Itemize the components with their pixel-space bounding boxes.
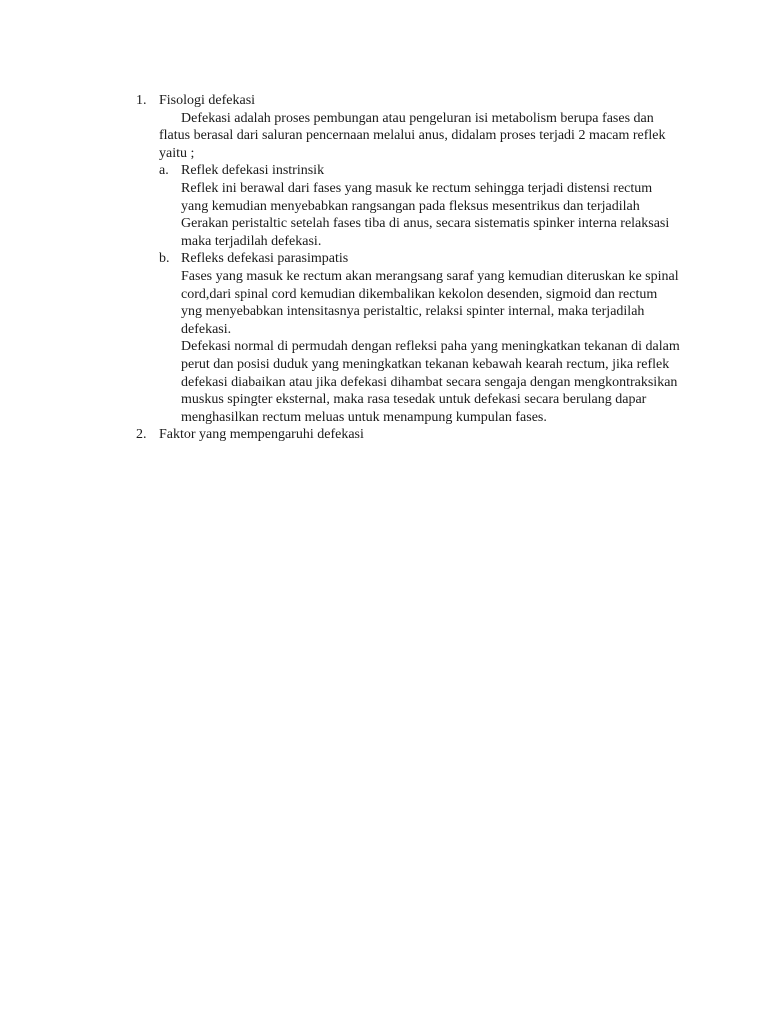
sub-paragraph: Defekasi normal di permudah dengan refleksi paha yang meningkatkan tekanan di dalam perut dan posisi duduk yang meningkatkan tekanan kebawah kearah rectum, jika reflek defekasi diabaikan atau jika defekasi dihambat secara sengaja dengan mengkontraksikan muskus spingter eksternal, maka rasa tesedak untuk defekasi secara berulang dapar menghasilkan rectum meluas untuk menampung kumpulan fases. — [181, 339, 680, 425]
sub-list-marker: a. — [159, 163, 169, 179]
sub-list-marker: b. — [159, 251, 170, 267]
list-marker: 2. — [136, 427, 147, 443]
section-heading: Fisologi defekasi — [159, 93, 256, 108]
sub-paragraph: Fases yang masuk ke rectum akan merangsang saraf yang kemudian diteruskan ke spinal cord,dari spinal cord kemudian dikembalikan kekolon desenden, sigmoid dan rectum yng menyebabkan intensitasnya peristaltic, relaksi spinter internal, maka terjadilah defekasi. — [181, 268, 679, 337]
section-heading: Faktor yang mempengaruhi defekasi — [159, 427, 364, 443]
sub-item-a — [159, 162, 681, 250]
sub-paragraph: Reflek ini berawal dari fases yang masuk ke rectum sehingga terjadi distensi rectum yang kemudian menyebabkan rangsangan pada fleksus mesentrikus dan terjadilah Gerakan peristaltic setelah fases tiba di anus, secara sistematis spinker interna relaksasi maka terjadilah defekasi. — [181, 180, 670, 249]
list-marker: 1. — [136, 93, 147, 108]
sub-heading: Refleks defekasi parasimpatis — [181, 251, 349, 267]
document-content — [136, 92, 681, 444]
section-paragraph: Defekasi adalah proses pembungan atau pengeluran isi metabolism berupa fases dan flatus berasal dari saluran pencernaan melalui anus, didalam proses terjadi 2 macam reflek yaitu ; — [159, 110, 666, 161]
sub-list — [159, 162, 681, 426]
list-item-1 — [136, 92, 681, 426]
sub-heading: Reflek defekasi instrinsik — [181, 163, 325, 179]
sub-item-b — [159, 250, 681, 426]
list-item-2 — [136, 426, 681, 444]
